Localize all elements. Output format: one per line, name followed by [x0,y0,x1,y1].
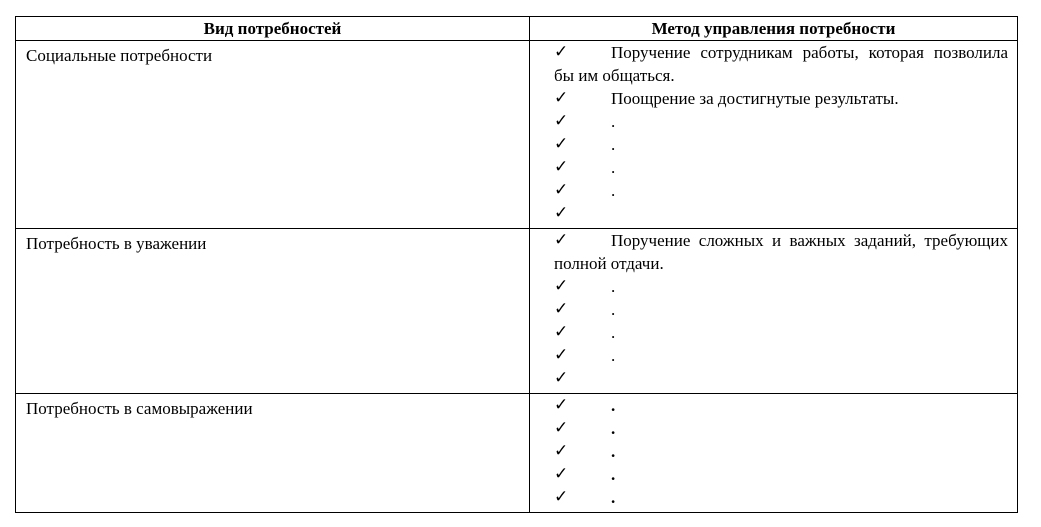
check-mark-icon: ✓ [554,299,569,319]
check-mark-icon: ✓ [554,441,569,461]
need-type-cell: Потребность в уважении [16,229,530,394]
check-mark-icon: ✓ [554,368,569,388]
method-item [554,486,1008,509]
method-cell [530,229,1018,394]
table-row [16,41,1018,229]
check-mark-icon: ✓ [554,230,569,250]
check-mark-icon: ✓ [554,395,569,415]
method-text: . [611,396,616,415]
method-text: . [611,346,616,365]
need-type-cell: Социальные потребности [16,41,530,229]
check-mark-icon: ✓ [554,487,569,507]
method-item [554,321,1008,344]
check-mark-icon: ✓ [554,345,569,365]
method-text: . [611,181,616,200]
method-item [554,156,1008,179]
table-row [16,229,1018,394]
method-item [554,87,1008,110]
method-text: . [611,465,616,484]
header-need-type: Вид потребностей [16,17,530,41]
method-text: . [611,135,616,154]
method-cell [530,41,1018,229]
method-list [530,229,1017,390]
method-item [554,298,1008,321]
method-text: . [611,300,616,319]
method-item [554,367,1008,390]
method-cell [530,394,1018,513]
method-list [530,394,1017,509]
header-management-method: Метод управления потребности [530,17,1018,41]
table-header-row [16,17,1018,41]
method-item [554,275,1008,298]
method-text: . [611,323,616,342]
check-mark-icon: ✓ [554,276,569,296]
method-item [554,344,1008,367]
method-text: . [611,158,616,177]
check-mark-icon: ✓ [554,42,569,62]
method-item [554,110,1008,133]
table-row [16,394,1018,513]
method-text: . [611,488,616,507]
check-mark-icon: ✓ [554,203,569,223]
method-item [554,202,1008,225]
check-mark-icon: ✓ [554,464,569,484]
method-item [554,41,1008,87]
check-mark-icon: ✓ [554,111,569,131]
method-text: . [611,442,616,461]
method-text: Поощрение за достигнутые результаты. [611,89,899,108]
method-text: Поручение сложных и важных заданий, требующих полной отдачи. [554,231,1008,273]
method-text: . [611,419,616,438]
check-mark-icon: ✓ [554,418,569,438]
method-text: . [611,112,616,131]
method-item [554,440,1008,463]
need-type-cell: Потребность в самовыражении [16,394,530,513]
method-item [554,463,1008,486]
method-text: . [611,277,616,296]
method-item [554,229,1008,275]
check-mark-icon: ✓ [554,322,569,342]
method-item [554,133,1008,156]
method-text: Поручение сотрудникам работы, которая позволила бы им общаться. [554,43,1008,85]
method-list [530,41,1017,225]
method-item [554,179,1008,202]
method-item [554,417,1008,440]
method-item [554,394,1008,417]
check-mark-icon: ✓ [554,157,569,177]
check-mark-icon: ✓ [554,134,569,154]
check-mark-icon: ✓ [554,180,569,200]
needs-management-table [15,16,1018,513]
check-mark-icon: ✓ [554,88,569,108]
